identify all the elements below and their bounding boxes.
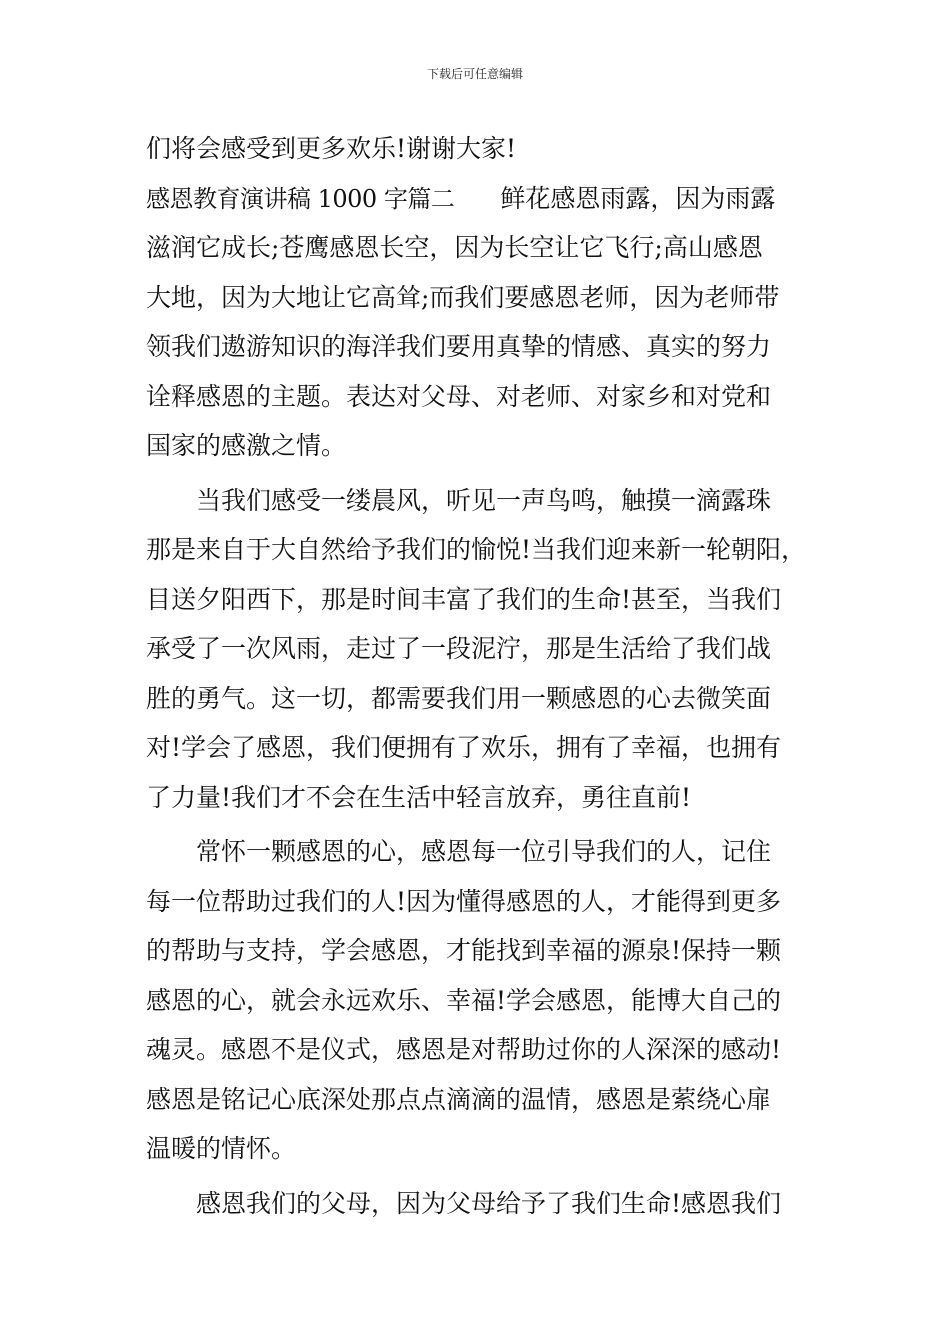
text-line: 那是来自于大自然给予我们的愉悦!当我们迎来新一轮朝阳，: [146, 535, 807, 564]
paragraph-first-line: 感恩我们的父母，因为父母给予了我们生命!感恩我们: [196, 1188, 782, 1218]
text-line: 的帮助与支持，学会感恩，才能找到幸福的源泉!保持一颗: [146, 936, 782, 965]
text-line: 承受了一次风雨，走过了一段泥泞，那是生活给了我们战: [146, 634, 772, 663]
text-line: 魂灵。感恩不是仪式，感恩是对帮助过你的人深深的感动!: [146, 1035, 782, 1064]
text-line: 对!学会了感恩，我们便拥有了欢乐，拥有了幸福，也拥有: [146, 733, 782, 762]
text-line: 温暖的情怀。: [146, 1134, 297, 1163]
paragraph-first-line: 常怀一颗感恩的心，感恩每一位引导我们的人，记住: [196, 837, 772, 866]
text-line: 了力量!我们才不会在生活中轻言放弃，勇往直前!: [146, 782, 692, 812]
text-line: 感恩是铭记心底深处那点点滴滴的温情，感恩是萦绕心扉: [146, 1084, 772, 1114]
page-header-note: 下载后可任意编辑: [426, 67, 523, 81]
paragraph-first-line: 当我们感受一缕晨风，听见一声鸟鸣，触摸一滴露珠: [196, 485, 772, 515]
text-line: 诠释感恩的主题。表达对父母、对老师、对家乡和对党和: [146, 381, 772, 411]
text-line: 大地，因为大地让它高耸;而我们要感恩老师，因为老师带: [146, 282, 780, 312]
section-title: 感恩教育演讲稿 1000 字篇二: [146, 184, 455, 213]
text-line: 胜的勇气。这一切，都需要我们用一颗感恩的心去微笑面: [146, 683, 772, 713]
text-line: 滋润它成长;苍鹰感恩长空，因为长空让它飞行;高山感恩: [146, 233, 763, 262]
text-line: 感恩的心，就会永远欢乐、幸福!学会感恩，能博大自己的: [146, 985, 782, 1015]
text-line: 们将会感受到更多欢乐!谢谢大家!: [146, 134, 517, 163]
text-line: 每一位帮助过我们的人!因为懂得感恩的人，才能得到更多: [146, 886, 782, 916]
text-line: 国家的感激之情。: [146, 431, 347, 460]
document-body: [146, 124, 821, 1228]
section-heading-line: [146, 174, 821, 224]
text-line: 领我们遨游知识的海洋我们要用真挚的情感、真实的努力: [146, 332, 772, 361]
text-line: 目送夕阳西下，那是时间丰富了我们的生命!甚至，当我们: [146, 584, 782, 614]
text-line-start: 鲜花感恩雨露，因为雨露: [500, 183, 776, 213]
